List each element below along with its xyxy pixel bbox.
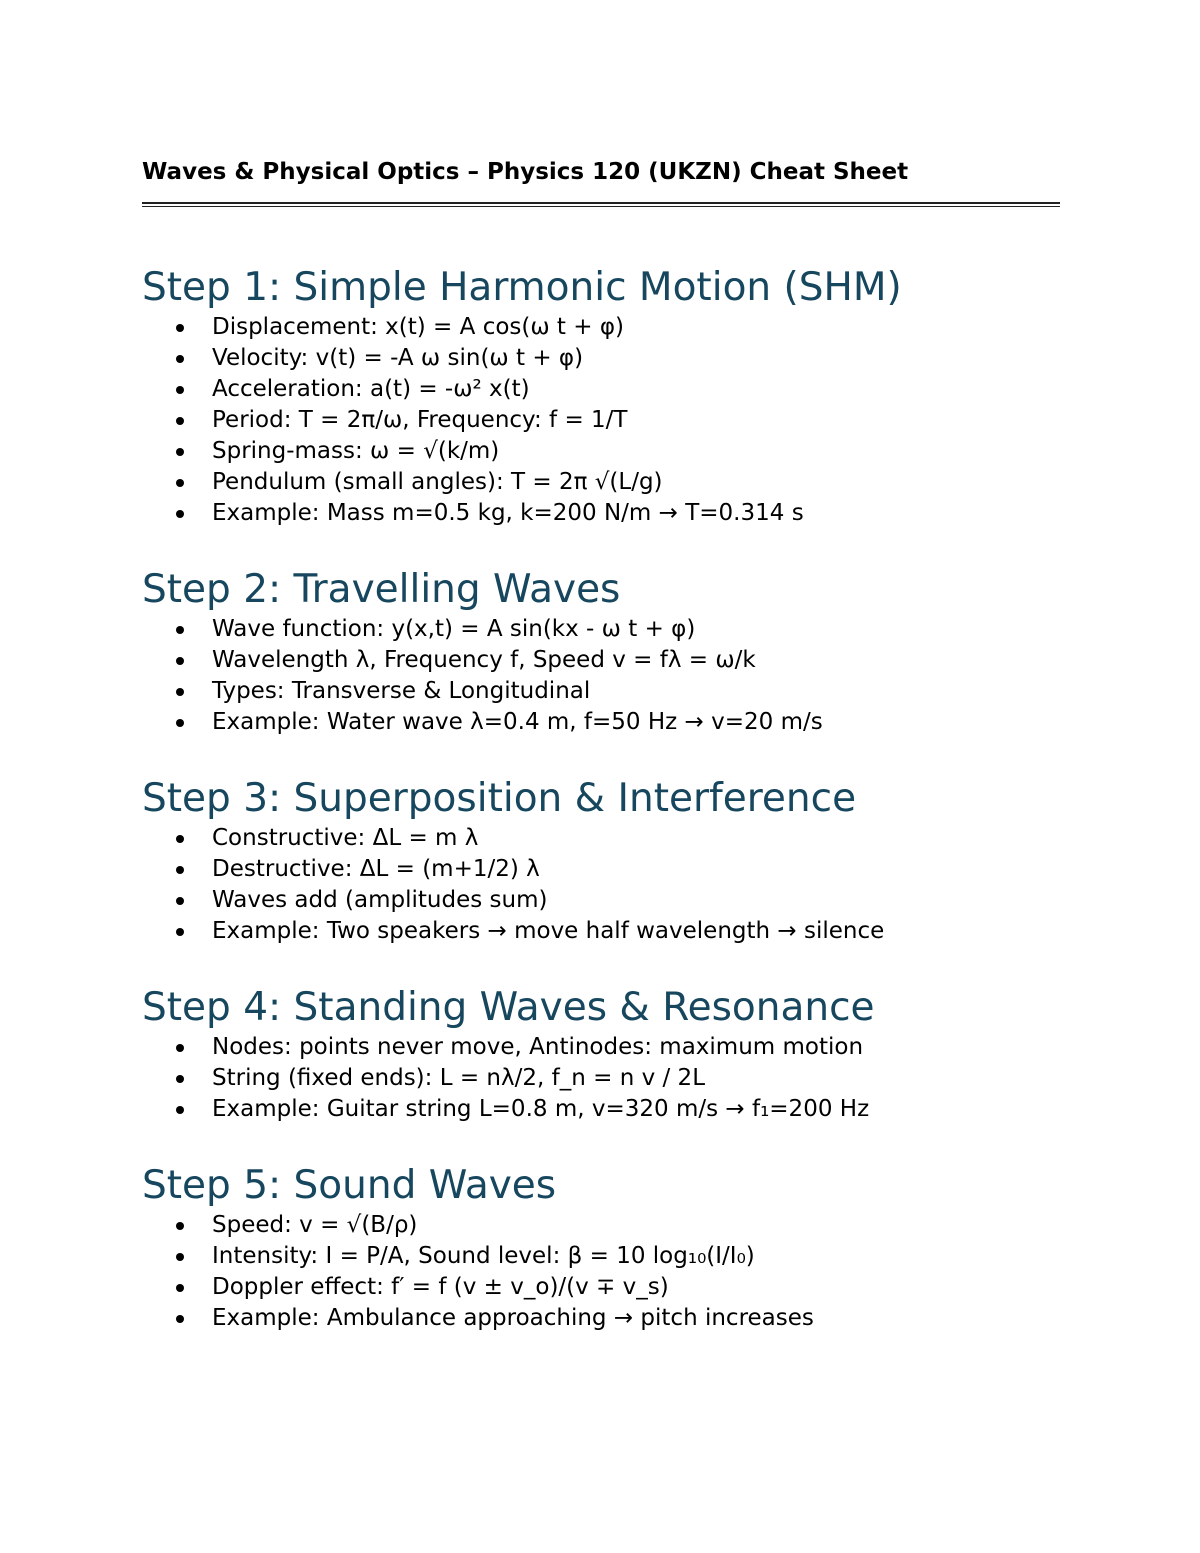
bullet-item [142, 467, 902, 498]
bullet-text: Waves add (amplitudes sum) [212, 887, 548, 913]
bullet-item [142, 885, 884, 916]
bullet-dot-icon [176, 835, 184, 843]
bullet-text: Displacement: x(t) = A cos(ω t + φ) [212, 314, 624, 340]
bullet-item [142, 1303, 814, 1334]
bullet-dot-icon [176, 626, 184, 634]
section-heading: Step 1: Simple Harmonic Motion (SHM) [142, 265, 902, 310]
bullet-text: Constructive: ΔL = m λ [212, 825, 479, 851]
bullet-text: Velocity: v(t) = -A ω sin(ω t + φ) [212, 345, 584, 371]
bullet-dot-icon [176, 479, 184, 487]
bullet-text: Period: T = 2π/ω, Frequency: f = 1/T [212, 407, 628, 433]
bullet-list [142, 823, 884, 947]
bullet-item [142, 1241, 814, 1272]
bullet-text: Doppler effect: f′ = f (v ± v_o)/(v ∓ v_s) [212, 1274, 669, 1300]
bullet-dot-icon [176, 1253, 184, 1261]
bullet-dot-icon [176, 324, 184, 332]
bullet-dot-icon [176, 417, 184, 425]
bullet-item [142, 1272, 814, 1303]
bullet-dot-icon [176, 1284, 184, 1292]
bullet-item [142, 312, 902, 343]
bullet-text: Example: Water wave λ=0.4 m, f=50 Hz → v=20 m/s [212, 709, 823, 735]
bullet-item [142, 498, 902, 529]
section-step-1 [142, 264, 902, 529]
section-heading: Step 5: Sound Waves [142, 1163, 557, 1208]
bullet-dot-icon [176, 866, 184, 874]
bullet-item [142, 1032, 875, 1063]
bullet-text: Wavelength λ, Frequency f, Speed v = fλ = ω/k [212, 647, 756, 673]
bullet-item [142, 614, 823, 645]
bullet-dot-icon [176, 355, 184, 363]
bullet-item [142, 707, 823, 738]
bullet-item [142, 854, 884, 885]
title-divider [142, 202, 1060, 207]
bullet-list [142, 312, 902, 529]
bullet-text: Types: Transverse & Longitudinal [212, 678, 591, 704]
section-step-2 [142, 566, 823, 738]
section-heading: Step 4: Standing Waves & Resonance [142, 985, 875, 1030]
bullet-dot-icon [176, 510, 184, 518]
cheat-sheet-page [142, 156, 1060, 1331]
bullet-text: Intensity: I = P/A, Sound level: β = 10 log₁₀(I/I₀) [212, 1243, 755, 1269]
bullet-dot-icon [176, 1106, 184, 1114]
bullet-dot-icon [176, 719, 184, 727]
bullet-text: Nodes: points never move, Antinodes: maximum motion [212, 1034, 864, 1060]
bullet-dot-icon [176, 448, 184, 456]
bullet-item [142, 916, 884, 947]
bullet-text: Destructive: ΔL = (m+1/2) λ [212, 856, 540, 882]
bullet-text: Wave function: y(x,t) = A sin(kx - ω t + φ) [212, 616, 696, 642]
bullet-text: Pendulum (small angles): T = 2π √(L/g) [212, 469, 663, 495]
bullet-text: Acceleration: a(t) = -ω² x(t) [212, 376, 530, 402]
bullet-item [142, 823, 884, 854]
bullet-item [142, 405, 902, 436]
bullet-item [142, 1094, 875, 1125]
bullet-item [142, 374, 902, 405]
bullet-dot-icon [176, 897, 184, 905]
bullet-dot-icon [176, 688, 184, 696]
bullet-dot-icon [176, 928, 184, 936]
section-heading: Step 2: Travelling Waves [142, 567, 621, 612]
bullet-list [142, 1210, 814, 1334]
bullet-text: String (fixed ends): L = nλ/2, f_n = n v / 2L [212, 1065, 706, 1091]
bullet-dot-icon [176, 657, 184, 665]
bullet-dot-icon [176, 386, 184, 394]
bullet-text: Example: Two speakers → move half wavelength → silence [212, 918, 885, 944]
bullet-item [142, 645, 823, 676]
bullet-text: Speed: v = √(B/ρ) [212, 1212, 418, 1238]
bullet-dot-icon [176, 1315, 184, 1323]
section-step-4 [142, 984, 875, 1125]
bullet-dot-icon [176, 1075, 184, 1083]
bullet-item [142, 1063, 875, 1094]
section-heading: Step 3: Superposition & Interference [142, 776, 857, 821]
bullet-text: Example: Ambulance approaching → pitch increases [212, 1305, 814, 1331]
bullet-item [142, 343, 902, 374]
bullet-text: Spring-mass: ω = √(k/m) [212, 438, 500, 464]
bullet-item [142, 436, 902, 467]
bullet-text: Example: Mass m=0.5 kg, k=200 N/m → T=0.314 s [212, 500, 804, 526]
bullet-list [142, 1032, 875, 1125]
bullet-dot-icon [176, 1044, 184, 1052]
bullet-list [142, 614, 823, 738]
bullet-dot-icon [176, 1222, 184, 1230]
document-title: Waves & Physical Optics – Physics 120 (UKZN) Cheat Sheet [142, 159, 909, 185]
bullet-item [142, 676, 823, 707]
section-step-5 [142, 1162, 814, 1334]
bullet-item [142, 1210, 814, 1241]
section-step-3 [142, 775, 884, 947]
bullet-text: Example: Guitar string L=0.8 m, v=320 m/s → f₁=200 Hz [212, 1096, 870, 1122]
